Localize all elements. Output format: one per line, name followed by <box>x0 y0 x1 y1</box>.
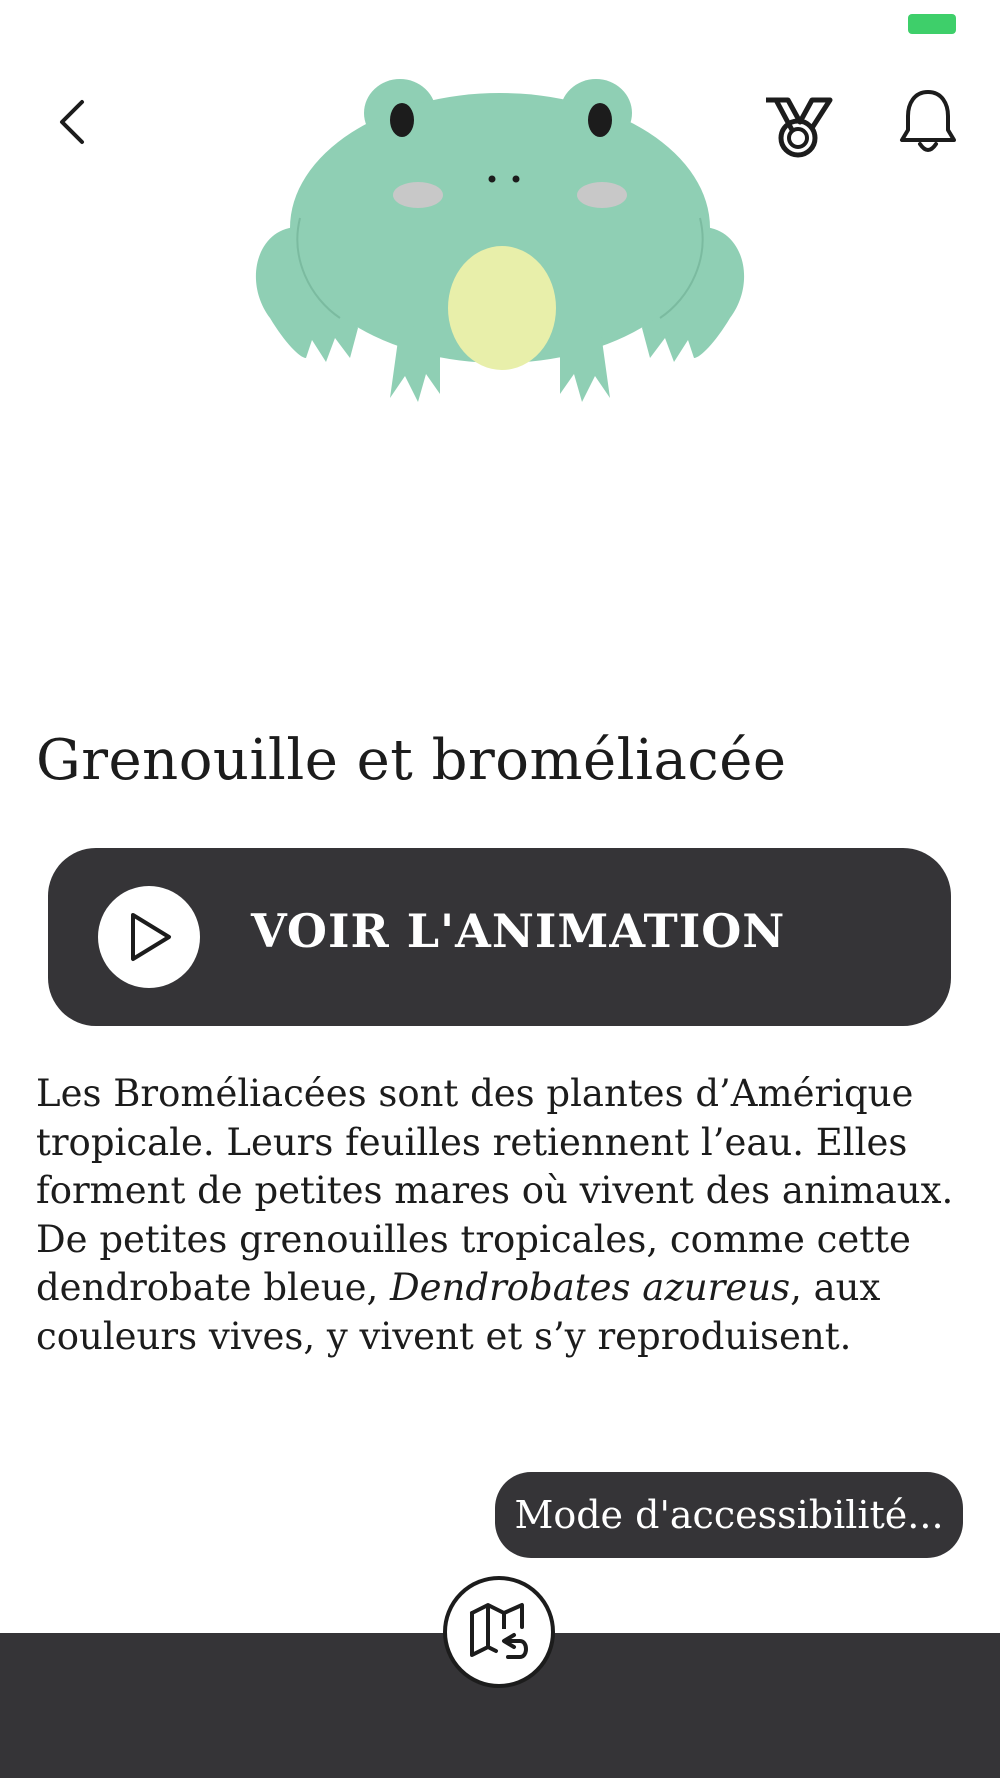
play-animation-button[interactable] <box>48 848 951 1026</box>
play-circle[interactable] <box>98 886 200 988</box>
frog-cheek-left <box>393 182 443 208</box>
bell-icon <box>896 86 960 158</box>
description-text: Les Broméliacées sont des plantes d’Amérique tropicale. Leurs feuilles retiennent l’eau. Elles forment de petites mares où vivent des animaux. De petites grenouilles tropicales, comme cette dendrobate bleue, Dendrobates azureus, aux couleurs vives, y vivent et s’y reproduisent. <box>36 1072 954 1358</box>
frog-belly <box>448 246 556 370</box>
status-indicator <box>908 14 956 34</box>
play-icon <box>121 909 177 965</box>
notifications-button[interactable] <box>892 84 964 160</box>
back-button[interactable] <box>40 90 104 154</box>
chevron-left-icon <box>52 96 92 148</box>
medal-button[interactable] <box>760 86 836 162</box>
accessibility-mode-button[interactable]: Mode d'accessibilité... <box>495 1472 963 1558</box>
map-return-icon <box>462 1595 536 1669</box>
frog-cheek-right <box>577 182 627 208</box>
frog-eye-left <box>390 103 414 137</box>
play-animation-label: VOIR L'ANIMATION <box>251 904 786 958</box>
page-title: Grenouille et broméliacée <box>36 728 787 793</box>
frog-illustration <box>240 58 760 408</box>
species-name: Dendrobates azureus <box>390 1266 791 1309</box>
medal-icon <box>762 88 834 160</box>
map-return-button[interactable] <box>443 1576 555 1688</box>
frog-eye-right <box>588 103 612 137</box>
